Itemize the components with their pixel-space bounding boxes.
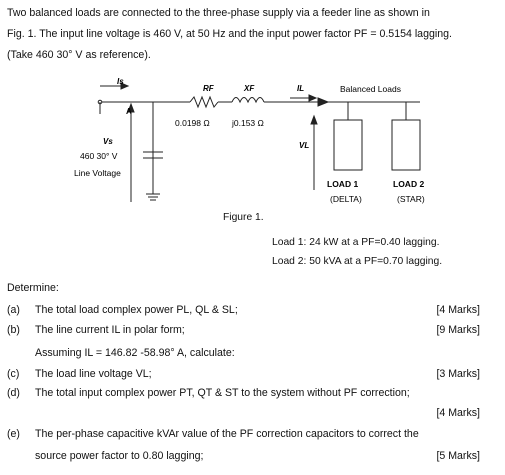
line-voltage-label: Line Voltage [74, 168, 121, 178]
figure-caption: Figure 1. [223, 212, 264, 223]
xf-value: j0.153 Ω [232, 118, 264, 128]
question-label: (e) [7, 428, 20, 440]
question-text: The total load complex power PL, QL & SL; [35, 304, 238, 316]
question-label: (d) [7, 387, 20, 399]
vs-value: 460 30° V [80, 151, 118, 161]
balanced-loads-label: Balanced Loads [340, 84, 401, 94]
resistor-rf [190, 97, 218, 107]
question-text: The per-phase capacitive kVAr value of the PF correction capacitors to correct the [35, 428, 419, 440]
intro-line-1: Two balanced loads are connected to the three-phase supply via a feeder line as shown in [7, 7, 430, 19]
is-label: Is [117, 77, 124, 86]
question-marks: [3 Marks] [436, 368, 480, 380]
load-1-title: LOAD 1 [327, 179, 359, 189]
question-label: (a) [7, 304, 20, 316]
intro-line-2: Fig. 1. The input line voltage is 460 V, at 50 Hz and the input power factor PF = 0.5154 lagging. [7, 28, 452, 40]
question-text-cont: source power factor to 0.80 lagging; [35, 450, 204, 462]
assumption-text: Assuming IL = 146.82 -58.98° A, calculate: [35, 347, 235, 359]
load-1-type: (DELTA) [330, 194, 362, 204]
rf-value: 0.0198 Ω [175, 118, 210, 128]
load-2-box [392, 120, 420, 170]
question-marks: [4 Marks] [436, 407, 480, 419]
load-2-title: LOAD 2 [393, 179, 425, 189]
question-marks: [4 Marks] [436, 304, 480, 316]
node-a-label: A [126, 107, 132, 116]
vs-label: Vs [103, 137, 113, 146]
load-2-spec: Load 2: 50 kVA at a PF=0.70 lagging. [272, 256, 443, 267]
inductor-xf [232, 98, 264, 103]
question-text: The total input complex power PT, QT & ST to the system without PF correction; [35, 387, 410, 399]
question-text: The load line voltage VL; [35, 368, 152, 380]
load-1-spec: Load 1: 24 kW at a PF=0.40 lagging. [272, 237, 440, 248]
question-marks: [5 Marks] [436, 450, 480, 462]
intro-line-3: (Take 460 30° V as reference). [7, 49, 151, 61]
question-text: The line current IL in polar form; [35, 324, 185, 336]
xf-label: XF [244, 84, 255, 93]
question-marks: [9 Marks] [436, 324, 480, 336]
il-label: IL [297, 84, 305, 93]
question-label: (c) [7, 368, 20, 380]
load-1-box [334, 120, 362, 170]
question-label: (b) [7, 324, 20, 336]
rf-label: RF [203, 84, 214, 93]
determine-heading: Determine: [7, 282, 59, 294]
load-2-type: (STAR) [397, 194, 425, 204]
circuit-diagram [0, 72, 505, 302]
vl-label: VL [299, 141, 310, 150]
